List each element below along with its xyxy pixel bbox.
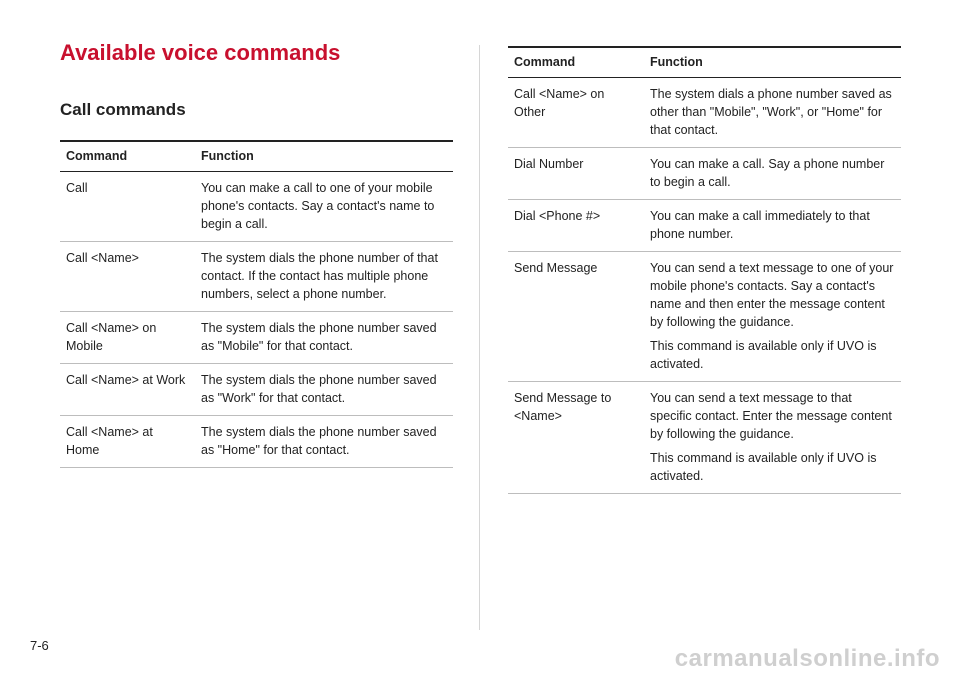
function-text: You can make a call to one of your mobile phone's contacts. Say a contact's name to begin a call.: [201, 181, 435, 231]
command-cell: Call <Name>: [60, 242, 195, 312]
function-text: You can send a text message to one of your mobile phone's contacts. Say a contact's name and then enter the message content by following the guidance.: [650, 261, 894, 329]
command-cell: Call <Name> at Home: [60, 416, 195, 468]
function-cell: [644, 382, 901, 494]
function-text: This command is available only if UVO is activated.: [650, 451, 877, 483]
function-cell: [644, 78, 901, 148]
command-cell: Dial <Phone #>: [508, 200, 644, 252]
column-header-command: Command: [508, 47, 644, 78]
command-cell: Dial Number: [508, 148, 644, 200]
table-header-row: [508, 47, 901, 78]
function-text: The system dials the phone number saved as "Work" for that contact.: [201, 373, 437, 405]
function-text: You can make a call. Say a phone number to begin a call.: [650, 157, 885, 189]
table-row: [508, 200, 901, 252]
more-commands-table: [508, 46, 901, 494]
table-row: [508, 382, 901, 494]
section-heading: Call commands: [60, 100, 186, 119]
command-cell: Send Message: [508, 252, 644, 382]
function-cell: [644, 200, 901, 252]
table-row: [60, 172, 453, 242]
function-cell: [195, 364, 453, 416]
function-text: The system dials the phone number of that contact. If the contact has multiple phone numbers, select a phone number.: [201, 251, 438, 301]
function-text: The system dials a phone number saved as other than "Mobile", "Work", or "Home" for that contact.: [650, 87, 892, 137]
function-cell: [195, 242, 453, 312]
command-cell: Call <Name> on Other: [508, 78, 644, 148]
table-row: [60, 364, 453, 416]
function-cell: [195, 416, 453, 468]
function-cell: [195, 312, 453, 364]
table-row: [60, 416, 453, 468]
command-cell: Call <Name> at Work: [60, 364, 195, 416]
table-row: [508, 148, 901, 200]
column-header-function: Function: [644, 47, 901, 78]
table-row: [60, 242, 453, 312]
command-cell: Call <Name> on Mobile: [60, 312, 195, 364]
command-cell: Call: [60, 172, 195, 242]
function-text: The system dials the phone number saved as "Home" for that contact.: [201, 425, 437, 457]
function-text: The system dials the phone number saved as "Mobile" for that contact.: [201, 321, 437, 353]
table-row: [508, 78, 901, 148]
command-cell: Send Message to <Name>: [508, 382, 644, 494]
table-row: [508, 252, 901, 382]
function-text: You can make a call immediately to that phone number.: [650, 209, 870, 241]
function-cell: [644, 252, 901, 382]
function-text: You can send a text message to that specific contact. Enter the message content by following the guidance.: [650, 391, 892, 441]
column-header-function: Function: [195, 141, 453, 172]
column-divider: [479, 45, 480, 630]
function-cell: [195, 172, 453, 242]
watermark: carmanualsonline.info: [674, 645, 940, 672]
function-text: This command is available only if UVO is activated.: [650, 339, 877, 371]
page-number: 7-6: [30, 638, 49, 653]
page-title: Available voice commands: [60, 40, 341, 65]
table-header-row: [60, 141, 453, 172]
call-commands-table: [60, 140, 453, 468]
function-cell: [644, 148, 901, 200]
column-header-command: Command: [60, 141, 195, 172]
table-row: [60, 312, 453, 364]
